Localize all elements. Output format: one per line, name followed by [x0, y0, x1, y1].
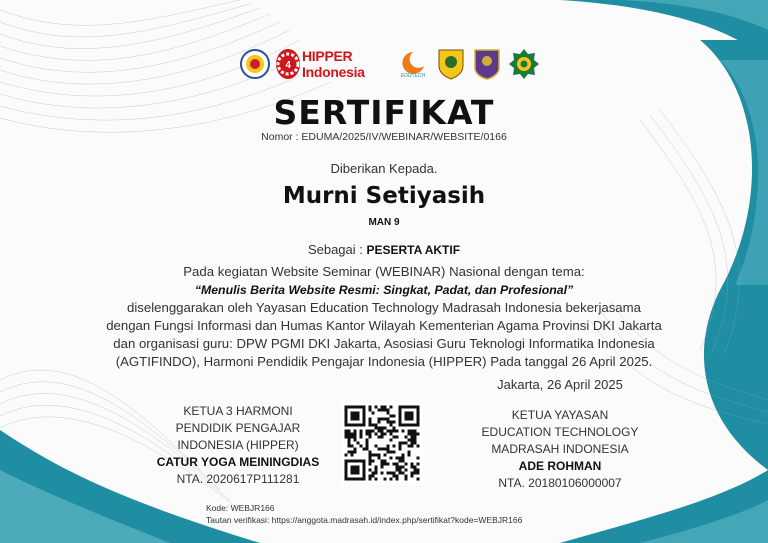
- body-line: diselenggarakan oleh Yayasan Education Technology Madrasah Indonesia bekerjasama: [127, 300, 641, 315]
- signatory-title: MADRASAH INDONESIA: [491, 442, 629, 456]
- university-seal-icon: [472, 48, 502, 80]
- qr-code[interactable]: [341, 402, 423, 484]
- verification-code: Kode: WEBJR166: [206, 503, 275, 513]
- city-date: Jakarta, 26 April 2025: [497, 377, 623, 392]
- given-to-label: Diberikan Kepada.: [330, 161, 438, 176]
- signatory-left: [138, 403, 338, 488]
- verification-info: [206, 502, 522, 526]
- edutech-logo-text: EDUTECH: [400, 73, 426, 79]
- hipper-indonesia-logo: [276, 48, 390, 80]
- kemenag-logo-icon: [508, 48, 540, 80]
- recipient-name: Murni Setiyasih: [282, 183, 486, 209]
- body-line: dan organisasi guru: DPW PGMI DKI Jakarta, Asosiasi Guru Teknologi Informatika Indonesia: [113, 336, 655, 351]
- signatory-nta: NTA. 2020617P111281: [176, 472, 300, 486]
- body-line: Pada kegiatan Website Seminar (WEBINAR) Nasional dengan tema:: [183, 264, 585, 279]
- recipient-institution: MAN 9: [368, 217, 400, 228]
- svg-text:4: 4: [285, 60, 291, 71]
- role-value: PESERTA AKTIF: [366, 243, 461, 257]
- madrasah-seal-icon: [436, 48, 466, 80]
- certificate-number: Nomor : EDUMA/2025/IV/WEBINAR/WEBSITE/0166: [261, 131, 507, 143]
- hipper-gear-icon: [276, 49, 300, 79]
- body-line: (AGTIFINDO), Harmoni Pendidik Pengajar Indonesia (HIPPER) Pada tanggal 26 April 2025.: [115, 354, 653, 369]
- signatory-name: CATUR YOGA MEININGDIAS: [156, 455, 320, 469]
- participant-role: [0, 242, 768, 257]
- signatory-title: KETUA YAYASAN: [511, 408, 609, 422]
- certificate-title: SERTIFIKAT: [273, 93, 495, 132]
- role-prefix: Sebagai :: [307, 242, 367, 257]
- signatory-title: EDUCATION TECHNOLOGY: [481, 425, 639, 439]
- body-line: dengan Fungsi Informasi dan Humas Kantor Wilayah Kementerian Agama Provinsi DKI Jakarta: [106, 318, 662, 333]
- university-emblem-icon: [240, 49, 270, 79]
- signatory-nta: NTA. 20180106000007: [498, 476, 622, 490]
- hipper-logo-text: HIPPER Indonesia: [302, 48, 365, 80]
- signatory-name: ADE ROHMAN: [518, 459, 602, 473]
- signatory-title: INDONESIA (HIPPER): [177, 438, 299, 452]
- signatory-title: PENDIDIK PENGAJAR: [175, 421, 301, 435]
- seminar-theme: “Menulis Berita Website Resmi: Singkat, Padat, dan Profesional”: [194, 283, 574, 297]
- logos-row: [240, 44, 540, 84]
- signatory-title: KETUA 3 HARMONI: [183, 404, 293, 418]
- signatory-right: [460, 407, 660, 492]
- certificate-body: [80, 263, 688, 371]
- verification-link[interactable]: Tautan verifikasi: https://anggota.madrasah.id/index.php/sertifikat?kode=WEBJR166: [206, 515, 523, 525]
- edutech-logo-icon: [396, 49, 430, 79]
